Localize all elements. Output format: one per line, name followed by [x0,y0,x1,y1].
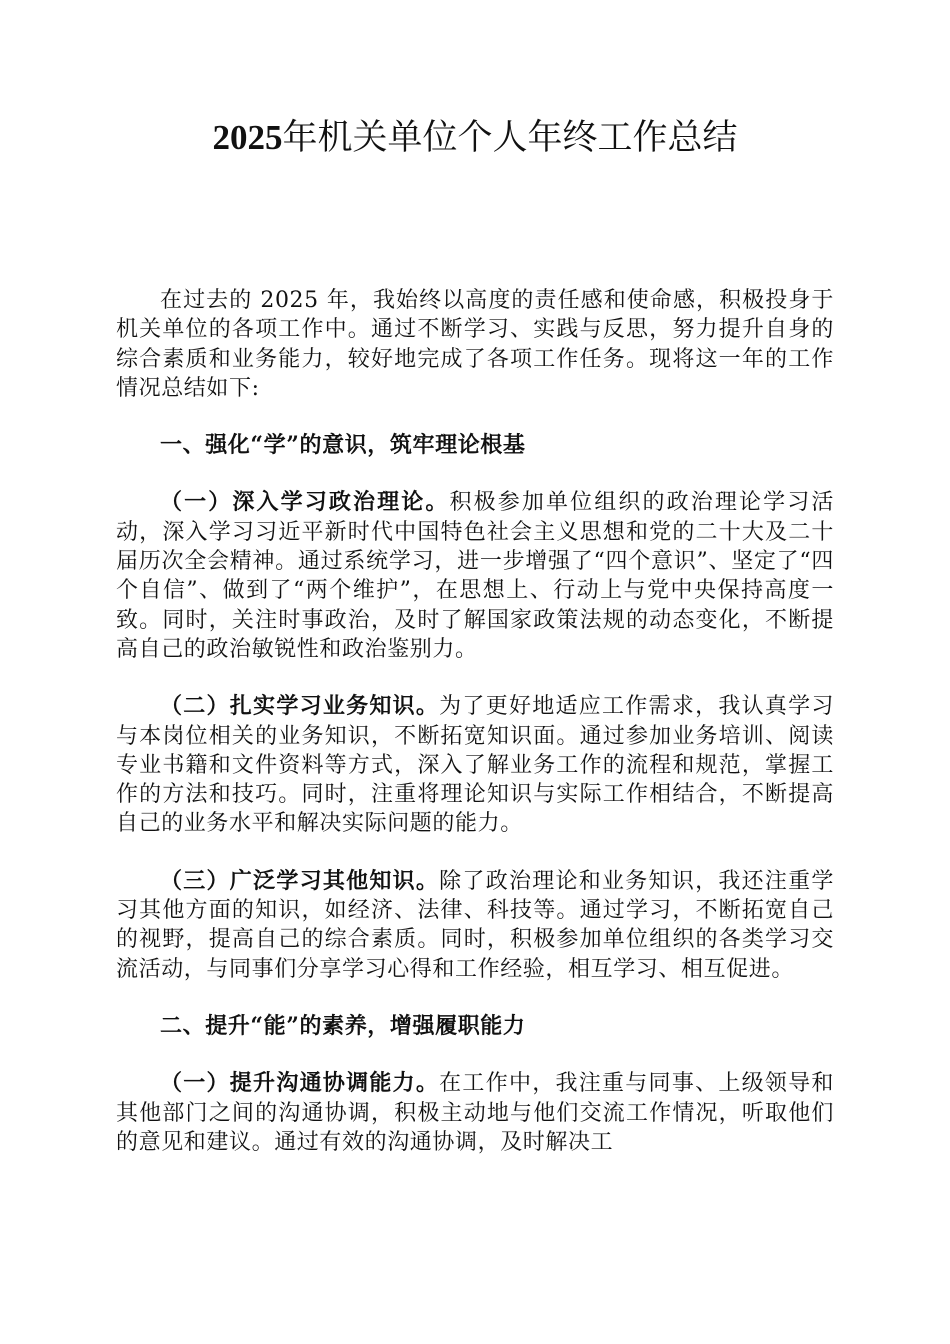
item-text: 除了政治理论和业务知识，我还注重学习其他方面的知识，如经济、法律、科技等。通过学习，不断拓宽自己的视野，提高自己的综合素质。同时，积极参加单位组织的各类学习交流活动，与同事们分享学习心得和工作经验，相互学习、相互促进。 [116,868,834,982]
item-text: 为了更好地适应工作需求，我认真学习与本岗位相关的业务知识，不断拓宽知识面。通过参加业务培训、阅读专业书籍和文件资料等方式，深入了解业务工作的流程和规范，掌握工作的方法和技巧。同时，注重将理论知识与实际工作相结合，不断提高自己的业务水平和解决实际问题的能力。 [116,694,834,837]
section2-item-1 [116,1069,834,1157]
item-lead: （一）提升沟通协调能力。 [160,1070,440,1097]
section-heading-1: 一、强化“学”的意识，筑牢理论根基 [160,432,526,459]
section1-item-3 [116,867,834,984]
section-heading-2: 二、提升“能”的素养，增强履职能力 [160,1012,526,1039]
document-title [0,112,950,164]
item-text: 在工作中，我注重与同事、上级领导和其他部门之间的沟通协调，积极主动地与他们交流工作情况，听取他们的意见和建议。通过有效的沟通协调，及时解决工 [116,1071,834,1155]
section1-item-1 [116,488,834,664]
item-lead: （三）广泛学习其他知识。 [160,867,440,894]
document-body [116,286,834,1157]
intro-paragraph: 在过去的 2025 年，我始终以高度的责任感和使命感，积极投身于机关单位的各项工作中。通过不断学习、实践与反思，努力提升自身的综合素质和业务能力，较好地完成了各项工作任务。现将这一年的工作情况总结如下: [116,288,834,401]
item-lead: （一）深入学习政治理论。 [160,489,450,516]
title-text: 年机关单位个人年终工作总结 [282,118,738,158]
title-year: 2025 [212,118,283,157]
item-lead: （二）扎实学习业务知识。 [160,693,440,720]
section1-item-2 [116,692,834,838]
item-text: 积极参加单位组织的政治理论学习活动，深入学习习近平新时代中国特色社会主义思想和党的二十大及二十届历次全会精神。通过系统学习，进一步增强了“四个意识”、坚定了“四个自信”、做到了“两个维护”，在思想上、行动上与党中央保持高度一致。同时，关注时事政治，及时了解国家政策法规的动态变化，不断提高自己的政治敏锐性和政治鉴别力。 [116,490,834,662]
